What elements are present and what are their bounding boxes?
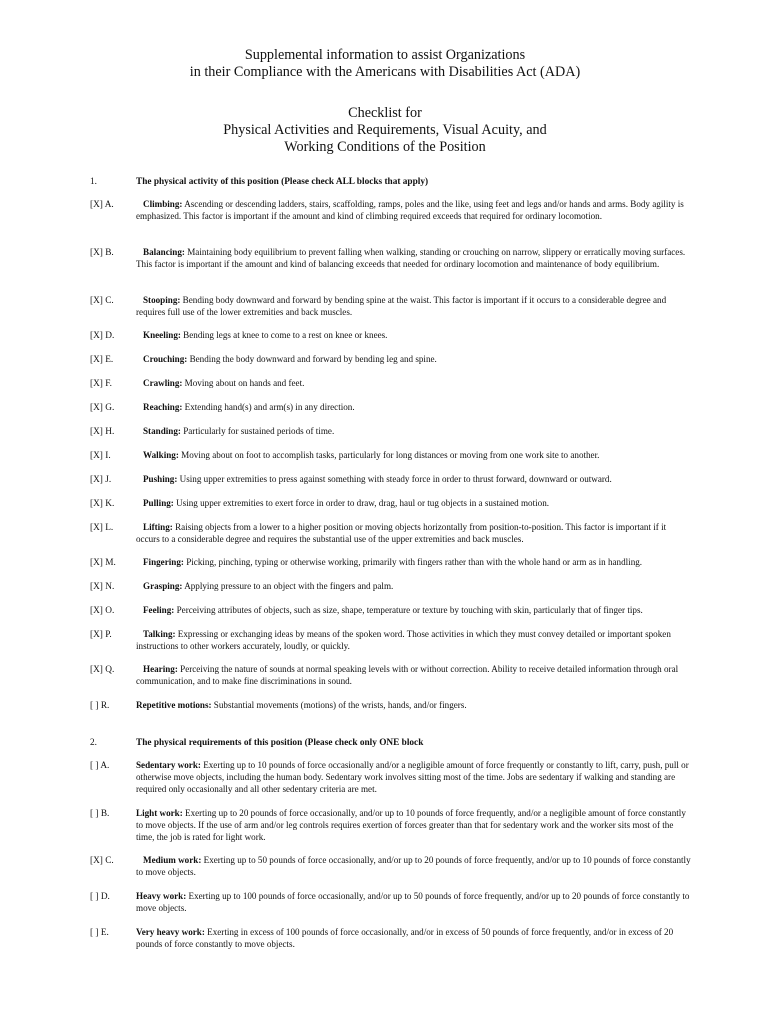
item-text: Exerting in excess of 100 pounds of force occasionally, and/or in excess of 50 pounds of force frequently, and/or in excess of 20 pounds of force constantly to move objects. (136, 927, 674, 949)
item-text: Maintaining body equilibrium to prevent falling when walking, standing or crouching on narrow, slippery or erratically moving surfaces. This factor is important if the amount and kind of balancing exceeds that needed for ordinary locomotion and maintenance of body equilibrium. (136, 247, 686, 269)
item-description (136, 474, 691, 486)
item-text: Bending legs at knee to come to a rest on knee or knees. (180, 330, 388, 340)
item-description (136, 557, 691, 569)
item-term: Pulling: (143, 498, 174, 508)
item-description (136, 664, 691, 688)
item-description (136, 808, 691, 843)
item-description (136, 605, 691, 617)
item-text: Bending body downward and forward by bending spine at the waist. This factor is important if it occurs to a considerable degree and requires full use of the lower extremities and back muscles. (136, 295, 667, 317)
item-text: Exerting up to 10 pounds of force occasionally and/or a negligible amount of force frequently or constantly to lift, carry, push, pull or otherwise move objects, including the human body. Sedentary work involves sitting most of the time. Jobs are sedentary if walking and standing are required only occasionally and all other sedentary criteria are met. (136, 760, 689, 794)
item-description (136, 426, 691, 438)
item-term: Very heavy work: (136, 927, 205, 937)
item-description (136, 927, 691, 951)
item-description (136, 581, 691, 593)
item-term: Crouching: (143, 354, 188, 364)
item-text: Moving about on hands and feet. (182, 378, 305, 388)
header-line-4: Checklist for (348, 105, 422, 121)
checkbox-code: [X] K. (90, 499, 115, 509)
section-number: 2. (90, 738, 97, 748)
item-term: Climbing: (143, 199, 183, 209)
item-text: Bending the body downward and forward by bending leg and spine. (187, 354, 437, 364)
checkbox-code: [X] F. (90, 379, 112, 389)
item-term: Talking: (143, 629, 176, 639)
section-number: 1. (90, 177, 97, 187)
item-term: Repetitive motions: (136, 700, 212, 710)
section-title: The physical activity of this position (Please check ALL blocks that apply) (136, 177, 429, 187)
item-description (136, 522, 691, 546)
item-term: Walking: (143, 450, 179, 460)
item-term: Reaching: (143, 402, 183, 412)
item-term: Fingering: (143, 557, 184, 567)
item-term: Crawling: (143, 378, 183, 388)
item-text: Exerting up to 50 pounds of force occasionally, and/or up to 20 pounds of force frequently, and/or up to 10 pounds of force constantly to move objects. (136, 855, 691, 877)
item-description (136, 330, 691, 342)
checkbox-code: [X] L. (90, 523, 114, 533)
checkbox-code: [ ] E. (90, 928, 109, 938)
header-line-2: in their Compliance with the Americans with Disabilities Act (ADA) (189, 64, 581, 80)
checkbox-code: [X] I. (90, 451, 111, 461)
item-term: Balancing: (143, 247, 185, 257)
checkbox-code: [X] A. (90, 200, 114, 210)
item-description (136, 855, 691, 879)
checkbox-code: [X] G. (90, 403, 115, 413)
item-term: Feeling: (143, 605, 175, 615)
item-text: Picking, pinching, typing or otherwise working, primarily with fingers rather than with the whole hand or arm as in handling. (183, 557, 643, 567)
checkbox-code: [X] Q. (90, 665, 115, 675)
item-term: Sedentary work: (136, 760, 201, 770)
item-term: Kneeling: (143, 330, 181, 340)
checkbox-code: [X] D. (90, 331, 115, 341)
item-text: Extending hand(s) and arm(s) in any direction. (182, 402, 355, 412)
checkbox-code: [X] H. (90, 427, 115, 437)
header-line-6: Working Conditions of the Position (284, 139, 486, 155)
item-text: Using upper extremities to exert force in order to draw, drag, haul or tug objects in a sustained motion. (173, 498, 550, 508)
checkbox-code: [X] P. (90, 630, 112, 640)
item-text: Ascending or descending ladders, stairs, scaffolding, ramps, poles and the like, using feet and legs and/or hands and arms. Body agility is emphasized. This factor is important if the amount and kind of climbing required exceeds that required for ordinary locomotion. (136, 199, 684, 221)
section-title: The physical requirements of this position (Please check only ONE block (136, 738, 424, 748)
item-term: Light work: (136, 808, 183, 818)
item-text: Perceiving the nature of sounds at normal speaking levels with or without correction. Ability to receive detailed information through oral communication, and to make fine discriminations in sound. (136, 664, 679, 686)
item-description (136, 629, 691, 653)
checkbox-code: [X] N. (90, 582, 115, 592)
item-text: Exerting up to 20 pounds of force occasionally, and/or up to 10 pounds of force frequently, and/or a negligible amount of force constantly to move objects. If the use of arm and/or leg controls requires exertion of forces greater than that for sedentary work and the worker sits most of the time, the job is rated for light work. (136, 808, 686, 842)
checkbox-code: [X] C. (90, 856, 114, 866)
item-term: Stooping: (143, 295, 181, 305)
checklist-title (0, 105, 770, 156)
checkbox-code: [ ] D. (90, 892, 110, 902)
item-description (136, 402, 691, 414)
item-description (136, 760, 691, 795)
header-line-5: Physical Activities and Requirements, Visual Acuity, and (223, 122, 547, 138)
item-term: Medium work: (143, 855, 202, 865)
item-text: Perceiving attributes of objects, such as size, shape, temperature or texture by touching with skin, particularly that of finger tips. (174, 605, 643, 615)
item-text: Substantial movements (motions) of the wrists, hands, and/or fingers. (211, 700, 467, 710)
item-text: Raising objects from a lower to a higher position or moving objects horizontally from position-to-position. This factor is important if it occurs to a considerable degree and requires the substantial use of the upper extremities and back muscles. (136, 522, 667, 544)
item-description (136, 199, 691, 223)
item-text: Exerting up to 100 pounds of force occasionally, and/or up to 50 pounds of force frequently, and/or up to 20 pounds of force constantly to move objects. (136, 891, 690, 913)
checkbox-code: [X] C. (90, 296, 114, 306)
item-text: Applying pressure to an object with the fingers and palm. (182, 581, 394, 591)
item-term: Pushing: (143, 474, 178, 484)
checkbox-code: [X] J. (90, 475, 112, 485)
document-header (0, 47, 770, 81)
checkbox-code: [X] O. (90, 606, 115, 616)
item-description (136, 378, 691, 390)
checkbox-code: [X] E. (90, 355, 114, 365)
item-text: Using upper extremities to press against something with steady force in order to thrust forward, downward or outward. (177, 474, 612, 484)
item-term: Heavy work: (136, 891, 187, 901)
checkbox-code: [ ] A. (90, 761, 110, 771)
item-text: Expressing or exchanging ideas by means of the spoken word. Those activities in which they must convey detailed or important spoken instructions to other workers accurately, loudly, or quickly. (136, 629, 671, 651)
item-text: Particularly for sustained periods of time. (180, 426, 335, 436)
item-description (136, 891, 691, 915)
item-term: Grasping: (143, 581, 183, 591)
item-term: Hearing: (143, 664, 178, 674)
item-term: Lifting: (143, 522, 173, 532)
checkbox-code: [ ] B. (90, 809, 110, 819)
checkbox-code: [X] M. (90, 558, 116, 568)
item-description (136, 498, 691, 510)
item-description (136, 247, 691, 271)
item-text: Moving about on foot to accomplish tasks, particularly for long distances or moving from one work site to another. (178, 450, 600, 460)
checkbox-code: [ ] R. (90, 701, 110, 711)
item-description (136, 354, 691, 366)
item-description (136, 700, 691, 712)
item-term: Standing: (143, 426, 181, 436)
header-line-1: Supplemental information to assist Organizations (244, 47, 526, 63)
item-description (136, 295, 691, 319)
item-description (136, 450, 691, 462)
checkbox-code: [X] B. (90, 248, 114, 258)
